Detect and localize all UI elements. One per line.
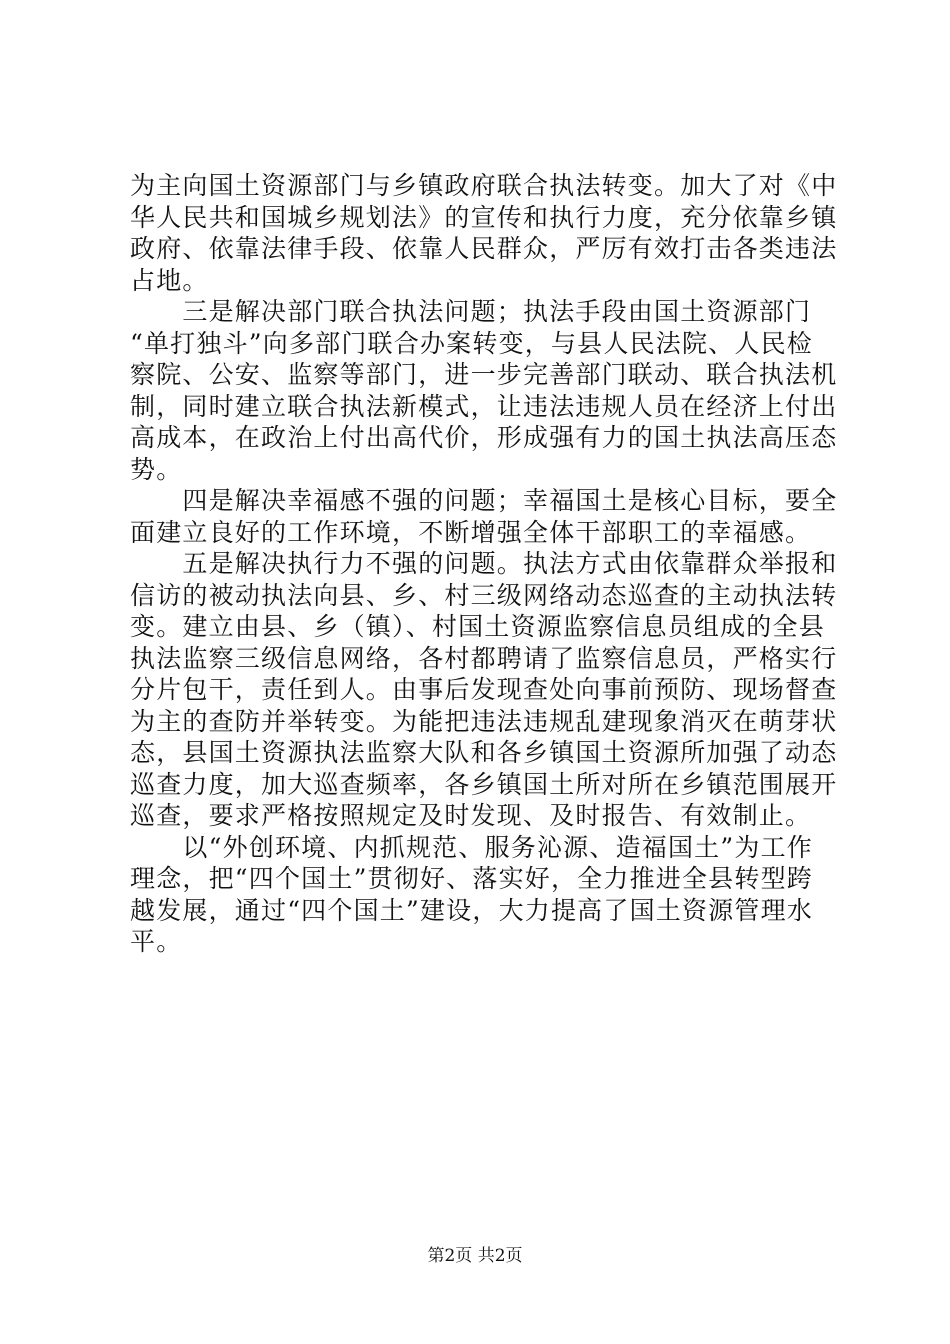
text-line: 态，县国土资源执法监察大队和各乡镇国土资源所加强了动态 — [130, 738, 838, 767]
text-line: 平。 — [130, 927, 183, 956]
text-line: 三是解决部门联合执法问题；执法手段由国土资源部门 — [130, 297, 812, 326]
text-line: 高成本，在政治上付出高代价，形成强有力的国土执法高压态 — [130, 423, 838, 452]
text-line: 巡查力度，加大巡查频率，各乡镇国土所对所在乡镇范围展开 — [130, 769, 838, 799]
text-line: 五是解决执行力不强的问题。执法方式由依靠群众举报和 — [130, 549, 838, 578]
text-line: 华人民共和国城乡规划法》的宣传和执行力度，充分依靠乡镇 — [130, 202, 838, 232]
text-line: 执法监察三级信息网络，各村都聘请了监察信息员，严格实行 — [130, 643, 838, 673]
paragraph-3 — [130, 485, 838, 548]
text-line: 为主的查防并举转变。为能把违法违规乱建现象消灭在萌芽状 — [130, 706, 838, 736]
paragraph-5 — [130, 832, 830, 958]
text-line: 势。 — [130, 454, 183, 484]
text-line: 理念，把“四个国土”贯彻好、落实好，全力推进全县转型跨 — [130, 864, 813, 893]
text-line: 变。建立由县、乡（镇）、村国土资源监察信息员组成的全县 — [130, 612, 825, 641]
text-line: 四是解决幸福感不强的问题；幸福国土是核心目标，要全 — [130, 486, 838, 515]
text-line: 面建立良好的工作环境，不断增强全体干部职工的幸福感。 — [130, 517, 812, 547]
text-line: 占地。 — [130, 265, 209, 295]
text-line: 越发展，通过“四个国土”建设，大力提高了国土资源管理水 — [130, 895, 813, 925]
paragraph-4 — [130, 548, 838, 832]
text-line: 巡查，要求严格按照规定及时发现、及时报告、有效制止。 — [130, 801, 812, 830]
text-line: 以“外创环境、内抓规范、服务沁源、造福国土”为工作 — [130, 832, 813, 862]
text-line: 制，同时建立联合执法新模式，让违法违规人员在经济上付出 — [130, 391, 838, 421]
text-line: “单打独斗”向多部门联合办案转变，与县人民法院、人民检 — [130, 328, 813, 358]
paragraph-1 — [130, 170, 838, 296]
text-line: 察院、公安、监察等部门，进一步完善部门联动、联合执法机 — [130, 360, 838, 389]
document-body — [130, 170, 838, 958]
text-line: 分片包干，责任到人。由事后发现查处向事前预防、现场督查 — [130, 675, 838, 704]
paragraph-2 — [130, 296, 838, 485]
text-line: 政府、依靠法律手段、依靠人民群众，严厉有效打击各类违法 — [130, 234, 838, 263]
page-footer: 第2页 共2页 — [427, 1246, 523, 1266]
text-line: 信访的被动执法向县、乡、村三级网络动态巡查的主动执法转 — [130, 580, 838, 610]
text-line: 为主向国土资源部门与乡镇政府联合执法转变。加大了对《中 — [130, 171, 838, 200]
